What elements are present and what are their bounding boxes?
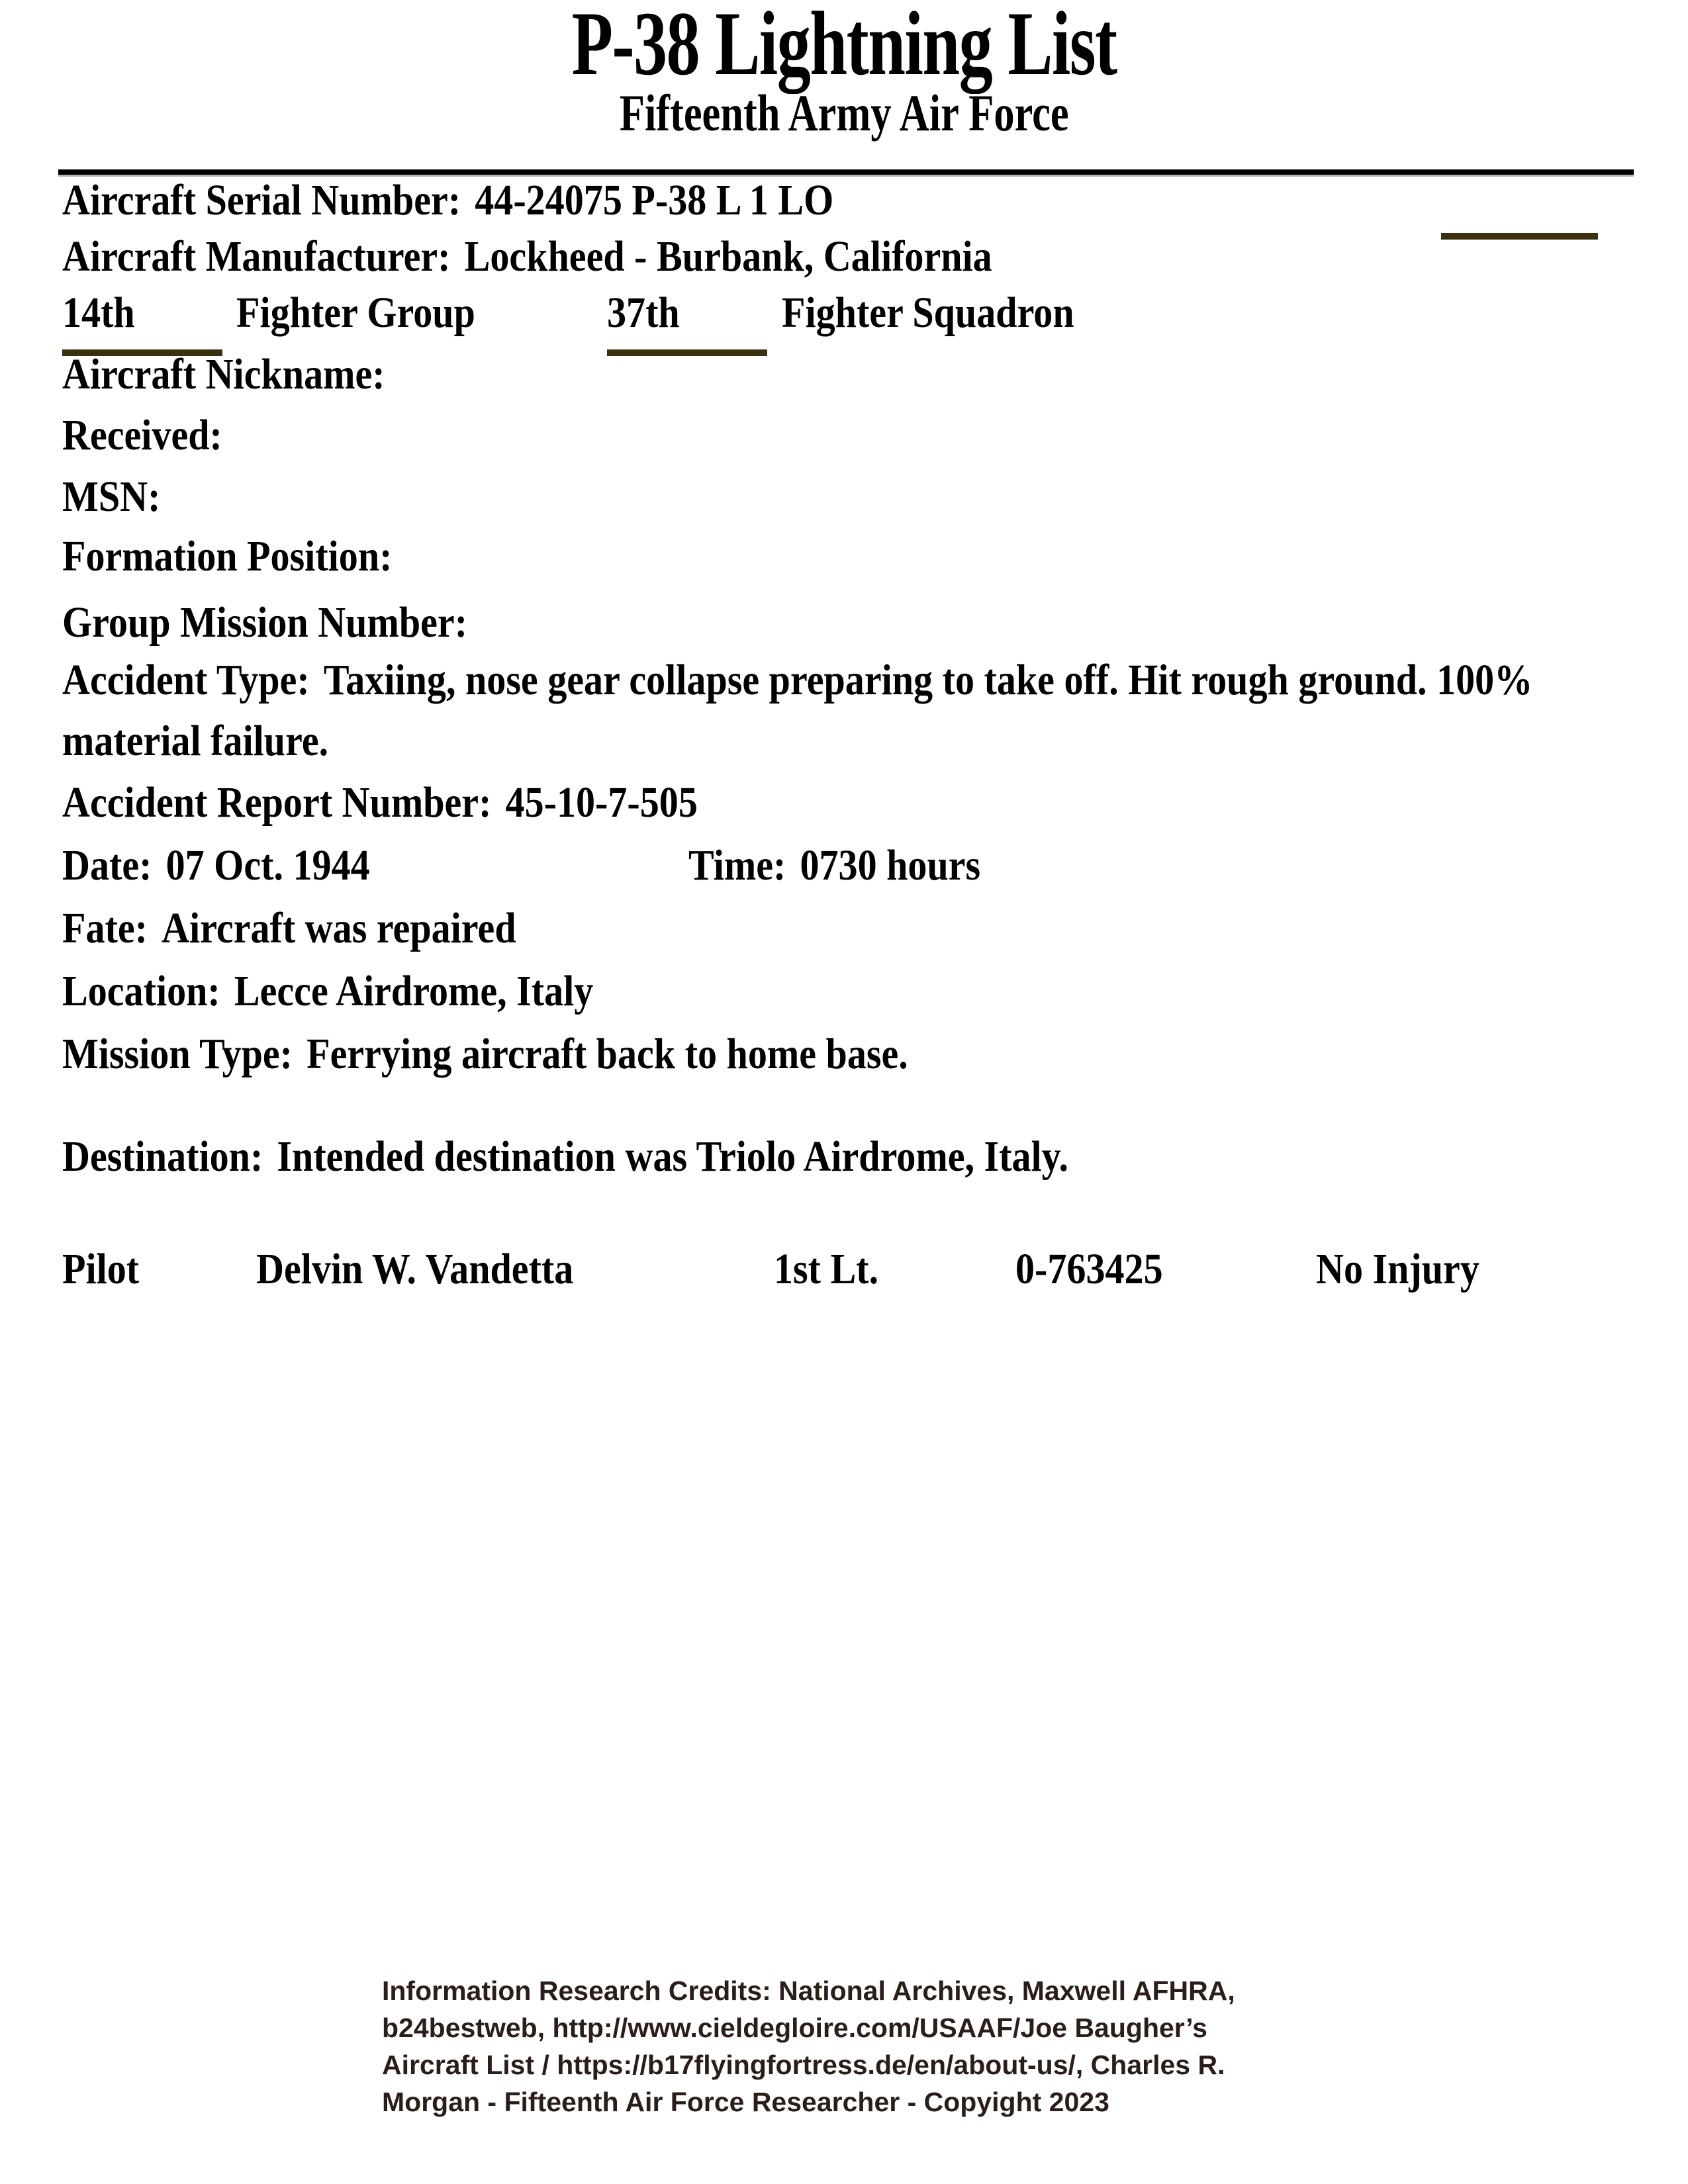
field-group-mission-number — [62, 598, 539, 647]
field-value: Lecce Airdrome, Italy — [234, 967, 594, 1015]
pilot-service-number: 0-763425 — [1015, 1245, 1163, 1293]
field-label: Date: — [62, 841, 152, 889]
credits-footer — [382, 1972, 1235, 2120]
field-date — [62, 841, 370, 890]
field-value: Lockheed - Burbank, California — [464, 232, 992, 281]
field-time — [688, 841, 980, 890]
document-header — [0, 0, 1688, 142]
field-aircraft-manufacturer — [62, 232, 1119, 281]
field-label: Accident Report Number: — [62, 778, 492, 827]
field-value: 0730 hours — [800, 841, 981, 889]
credits-line: Aircraft List / https://b17flyingfortress.de/en/about-us/, Charles R. — [382, 2050, 1225, 2080]
field-fate — [62, 904, 578, 953]
field-value: 45-10-7-505 — [505, 778, 698, 827]
field-value: Ferrying aircraft back to home base. — [306, 1030, 908, 1078]
squadron-number-value: 37th — [607, 289, 767, 356]
field-value: 44-24075 P-38 L 1 LO — [475, 176, 834, 224]
field-label: Destination: — [62, 1132, 263, 1181]
field-label: Aircraft Manufacturer: — [62, 232, 451, 281]
field-location — [62, 967, 666, 1016]
field-accident-type — [62, 650, 1623, 772]
field-msn — [62, 473, 190, 522]
pilot-label: Pilot — [62, 1245, 140, 1293]
field-received — [62, 411, 260, 460]
group-number-value: 14th — [62, 289, 222, 356]
field-label: Received: — [62, 411, 222, 459]
field-label: MSN: — [62, 473, 161, 521]
field-label: Mission Type: — [62, 1030, 293, 1078]
field-label: Aircraft Serial Number: — [62, 176, 461, 224]
credits-line: b24bestweb, http://www.cieldegloire.com/USAAF/Joe Baugher’s — [382, 2013, 1207, 2043]
field-label: Formation Position: — [62, 532, 393, 580]
field-value: Aircraft was repaired — [162, 904, 516, 952]
field-value: Intended destination was Triolo Airdrome, Italy. — [277, 1132, 1069, 1181]
field-label: Location: — [62, 967, 220, 1015]
squadron-number-blank — [607, 289, 767, 356]
field-value: Taxiing, nose gear collapse preparing to take off. Hit rough ground. 100% material failure. — [62, 656, 1533, 765]
group-label: Fighter Group — [236, 289, 475, 337]
credits-line: Information Research Credits: National Archives, Maxwell AFHRA, — [382, 1976, 1235, 2006]
right-blank-fill-line — [1441, 233, 1598, 240]
field-label: Group Mission Number: — [62, 598, 468, 647]
page-subtitle — [0, 84, 1688, 142]
field-label: Aircraft Nickname: — [62, 350, 385, 398]
page-title-text: P-38 Lightning List — [571, 0, 1117, 94]
field-aircraft-nickname — [62, 350, 445, 399]
page-title — [0, 0, 1688, 94]
field-formation-position — [62, 532, 453, 581]
pilot-injury-status: No Injury — [1316, 1245, 1479, 1293]
field-destination — [62, 1132, 1205, 1181]
field-aircraft-serial-number — [62, 176, 939, 225]
field-mission-type — [62, 1030, 1023, 1079]
pilot-rank: 1st Lt. — [774, 1245, 879, 1293]
group-number-blank — [62, 289, 222, 356]
field-label: Accident Type: — [62, 656, 310, 704]
squadron-label: Fighter Squadron — [782, 289, 1074, 337]
field-accident-report-number — [62, 778, 784, 827]
credits-line: Morgan - Fifteenth Air Force Researcher - Copyight 2023 — [382, 2087, 1109, 2117]
field-label: Fate: — [62, 904, 148, 952]
pilot-name: Delvin W. Vandetta — [256, 1245, 574, 1293]
page-subtitle-text: Fifteenth Army Air Force — [619, 84, 1069, 142]
field-label: Time: — [688, 841, 786, 889]
field-value: 07 Oct. 1944 — [165, 841, 370, 889]
